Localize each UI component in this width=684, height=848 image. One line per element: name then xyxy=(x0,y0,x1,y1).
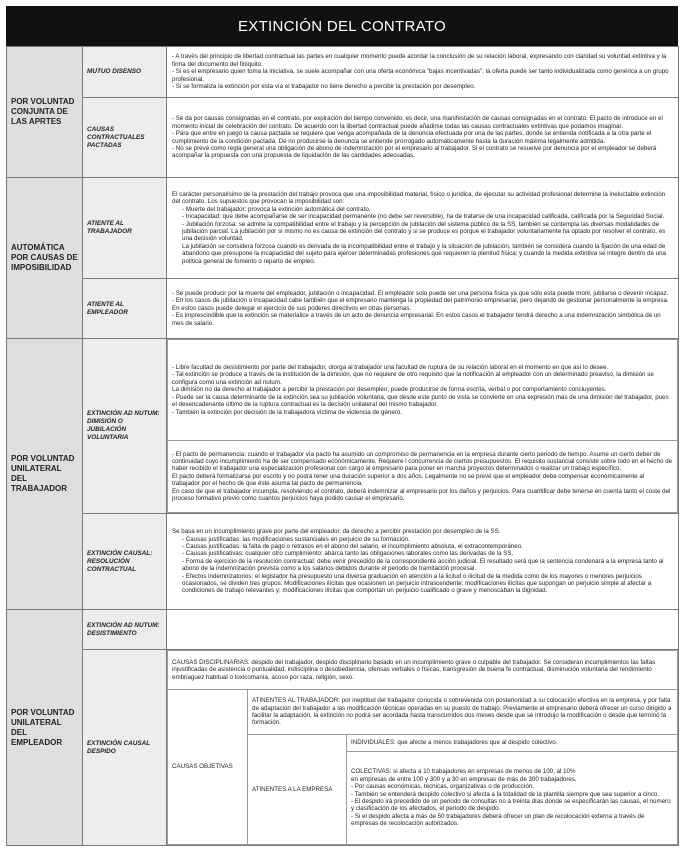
text-line: - Incapacidad: que debe acompañarse de ser incapacidad permanente (no debe ser reversible), ha de tratarse de una incapacidad calificada, calificada por la Seguridad Social. xyxy=(182,213,665,221)
individuales: INDIVIDUALES: que afecte a menos trabajadores que al despido colectivo. xyxy=(347,735,678,752)
subcategory-extincion-causal-despido: EXTINCIÓN CAUSAL DESPIDO xyxy=(83,650,167,846)
text-line: - A través del principio de libertad contractual las partes en cualquier momento puede acordar la conclusión de su relación laboral, expresando con claridad su voluntad extintiva y la firma del documento del finiquito. xyxy=(172,53,667,68)
text-line: - Si el despido afecta a más de 50 trabajadores deberá ofrecer un plan de recolocación externa a través de empresas de recolocación autorizados. xyxy=(351,812,645,828)
text-line: - También la extinción por decisión de la trabajadora víctima de violencia de género. xyxy=(172,408,402,416)
colectivas xyxy=(347,752,678,845)
contract-termination-table xyxy=(6,46,679,846)
permanencia-box xyxy=(168,441,678,513)
page-title: EXTINCIÓN DEL CONTRATO xyxy=(6,6,678,46)
subcategory-extincion-ad-nutum-dimision: EXTINCIÓN AD NUTUM: DIMISIÓN O JUBILACIÓN VOLUNTARIA xyxy=(83,339,167,514)
content-desistimiento xyxy=(167,610,679,650)
content-resolucion-contractual xyxy=(167,514,679,610)
text-line: - Forma de ejercicio de la resolución contractual: debe venir precedido de la correspondiente acción judicial. El resultado será que la sentencia condenará a la empresa tanto al abono de la indemnización prevista como a los salarios debidos durante el periodo de tramitación procesal. xyxy=(182,557,664,573)
permanencia-text xyxy=(168,441,678,513)
category-voluntad-empleador: POR VOLUNTAD UNILATERAL DEL EMPLEADOR xyxy=(7,610,83,846)
content-causas-pactadas xyxy=(167,98,679,178)
text-line: La jubilación se considera forzosa cuando es derivada de la incompatibilidad entre el trabajo y la situación de jubilación, también se considera cuando la fijación de una edad de abandono que presupone la incapacidad del sujeto para ejercer determinadas profesiones que requieren la plenitud física; y cuando la medida extintiva se integre dentro de una política general de fomento o reparto de empleo. xyxy=(182,242,666,265)
row-imposibilidad-trabajador xyxy=(7,178,679,279)
atinentes-empresa-label: ATINENTES A LA EMPRESA xyxy=(248,735,347,845)
content-dimision xyxy=(167,339,679,514)
category-imposibilidad: AUTOMÁTICA POR CAUSAS DE IMPOSIBILIDAD xyxy=(7,178,83,339)
row-resolucion-contractual xyxy=(7,514,679,610)
row-desistimiento xyxy=(7,610,679,650)
text-line: El pacto deberá formalizarse por escrito y no podrá tener una duración superior a dos años. Legalmente no se prevé que el empleador deba compensar económicamente al trabajador por el hecho de que éste asuma tal pacto de permanencia. xyxy=(172,472,645,488)
subcategory-atiente-trabajador: ATIENTE AL TRABAJADOR xyxy=(83,178,167,279)
causas-objetivas-label: CAUSAS OBJETIVAS xyxy=(168,690,248,845)
row-imposibilidad-empleador xyxy=(7,279,679,339)
despido-table xyxy=(167,650,678,845)
text-line: - También se entenderá despido colectivo si afecta a la totalidad de la plantilla siempre que sea superior a cinco. xyxy=(351,790,660,798)
dimision-boxes xyxy=(167,339,678,513)
atinentes-trabajador-row xyxy=(168,690,678,735)
text-line: - Si es el empresario quien toma la iniciativa, se suele acompañar con una oferta económica "bajas incentivadas", la oferta puede ser tanto individualizada como genérica a un grupo profesional. xyxy=(172,68,669,83)
category-voluntad-trabajador: POR VOLUNTAD UNILATERAL DEL TRABAJADOR xyxy=(7,339,83,610)
text-line: - En los casos de jubilación o incapacidad cabe también que el empresario mantenga la propiedad del patrimonio empresarial, pero dejando de gestionar personalmente la empresa. En estos casos puede delegar el ejercicio de sus poderes directivos en otras personas. xyxy=(172,297,669,312)
subcategory-extincion-ad-nutum-desistimiento: EXTINCIÓN AD NUTUM: DESISTIMIENTO xyxy=(83,610,167,650)
row-despido xyxy=(7,650,679,846)
text-line: en empresas de entre 100 y 300 y a 30 en empresas de más de 300 trabajadores. xyxy=(351,775,577,783)
subcategory-atiente-empleador: ATIENTE AL EMPLEADOR xyxy=(83,279,167,339)
text-line: - Muerte del trabajador: provoca la extinción automática del contrato. xyxy=(182,205,371,213)
text-line: - No se prevé como regla general una obligación de abono de indemnización por el empresario al trabajador. Si el contrato se resuelve por denuncia por el empleador se deberá acompañar la propuesta con una propuesta de liquidación de las cantidades adecuadas. xyxy=(172,144,657,160)
text-line: - Tal extinción se produce a través de la institución de la dimisión, que no requiere de otro requisito que la notificación al empleador con un determinado preaviso, la dimisión se configura como una extinción ad nutum. xyxy=(172,371,654,386)
text-line: - Si se formaliza la extinción por esta vía el trabajador no tiene derecho a percibir la prestación por desempleo. xyxy=(172,83,476,91)
text-line: - Por causas económicas, técnicas, organizativas o de producción. xyxy=(351,783,534,791)
text-line: Se basa en un incumplimiento grave por parte del empleador, da derecho a percibir prestación por desempleo de la SS. xyxy=(172,528,501,536)
text-line: - Causas justificadas: la falta de pago o retrasos en el abono del salario, el incumplimiento absoluta, el extracontemporáneo. xyxy=(182,542,523,550)
text-line: - Es imprescindible que la extinción se materialice a través de un acto de denuncia empresarial. En estos casos el trabajador tendrá derecho a una indemnización simbólica de un mes de salario. xyxy=(172,312,661,327)
causas-disciplinarias: CAUSAS DISCIPLINARIAS: despido del trabajador, despido disciplinario basado en un incumplimiento grave o culpable del trabajador. Se consideran incumplimientos las faltas injustificadas de asistencia o puntualidad, indisciplina o desobediencia, ofensas verbales o físicas, transgresión de buena fe contractual, disminución voluntaria del rendimiento embriaguez habitual o toxicomanía, acoso por raza, religión, sexo. xyxy=(168,651,678,690)
dimision-text xyxy=(168,340,678,441)
row-mutuo-disenso xyxy=(7,47,679,98)
text-line: - Jubilación forzosa: se admite la compatibilidad entre el trabajo y la percepción de jubilación del sistema público de la SS, también se contempla las diversas modalidades de jubilación parcial. La jubilación por sí mismo no es causa de extinción del contrato y si se produce es porque el trabajador voluntariamente ha optado por resolver el contrato, es una decisión voluntad. xyxy=(182,220,666,243)
text-line: - Se da por causas consignadas en el contrato, por expiración del tiempo convenido, es decir, una manifestación de causas consignadas en el contrato. El pacto de introduce en el momento inicial de celebración del contrato. De acuerdo con la libertad contractual puede añadirse todas las causas contractuales extintivas que podamos imaginar. xyxy=(172,115,663,130)
dimision-box xyxy=(168,340,678,441)
text-line: En caso de que el trabajador incumpla, resolviendo el contrato, deberá indemnizar al empresario por los daños y perjuicios. Para cuantificar debe tenerse en cuenta tanto el coste del proceso formativo previo como cuantos perjuicios haya podido causar el empresario. xyxy=(172,487,671,503)
text-line: - Puede ser la causa determinante de la extinción sea su jubilación voluntaria, que desde este punto de vista se convierte en una expresión más de una dimisión del trabajador, pues el desencadenante último de la ruptura contractual es la decisión unilateral del mismo trabajador. xyxy=(172,393,669,409)
subcategory-extincion-causal-resolucion: EXTINCIÓN CAUSAL: RESOLUCIÓN CONTRACTUAL xyxy=(83,514,167,610)
subcategory-mutuo-disenso: MUTUO DISENSO xyxy=(83,47,167,98)
subcategory-causas-pactadas: CAUSAS CONTRACTUALES PACTADAS xyxy=(83,98,167,178)
text-line: El carácter personalísimo de la prestación del trabajo provoca que una imposibilidad material, físico o jurídica, de ejecutar su actividad profesional determine la ineluctable extinción del contrato. Los supuestos que provocan la imposibilidad son: xyxy=(172,190,666,206)
content-atiente-empleador xyxy=(167,279,679,339)
text-line: - Para que entre en juego la causa pactada se requiere que venga acompañada de la denuncia efectuada por una de las partes, donde se entienda notificada a la otra parte el cumplimiento de la condición pactada. De no producirse la denuncia se entiende prorrogado automáticamente hasta la duración máxima legalmente admitida. xyxy=(172,130,652,145)
content-atiente-trabajador xyxy=(167,178,679,279)
text-line: - Causas justificadas: las modificaciones sustanciales en perjuicio de su formación. xyxy=(182,535,410,543)
atinentes-trabajador: ATINENTES AL TRABAJADOR: por ineptitud del trabajador conocida o sobrevenida con posterioridad a su colocación efectiva en la empresa, y por falta de adaptación del trabajador a las modificación técnicas operadas en su puesto de trabajo. Previamente el empresario deberá ofrecer un curso dirigido a facilitar la adaptación, la extinción no podrá ser acordada hasta transcurridos dos meses desde que se introdujo la modificación o desde que terminó la formación. xyxy=(248,690,678,735)
content-despido xyxy=(167,650,679,846)
row-causas-pactadas xyxy=(7,98,679,178)
row-dimision xyxy=(7,339,679,514)
text-line: - El despido irá precedido de un periodo de consultas no a treinta días donde se especificarán las causas, el número y clasificación de los afectados, el periodo de despido. xyxy=(351,798,671,813)
text-line: - Se puede producir por la muerte del empleador, jubilación o incapacidad. El empleador solo puede ser una persona física ya que sólo esta puede morir, jubilarse o devenir incapaz. xyxy=(172,289,669,297)
disciplinarias-row xyxy=(168,651,678,690)
text-line: - Causas justificativas: cualquier otro cumplimiento: abarca tanto las obligaciones laborales como las derivadas de la SS. xyxy=(182,550,514,558)
text-line: COLECTIVAS: si afecta a 10 trabajadores en empresas de menos de 100, al 10% xyxy=(351,768,576,776)
text-line: - El pacto de permanencia: cuando el trabajador vía pacto ha asumido un compromiso de permanencia en la empresa durante cierto periodo de tiempo. Asume un cierto deber de continuidad cuyo incumplimiento ha de ser compensado económicamente. Requiere l concurrencia de ciertos presupuestos. El requisito sustancial consiste sobre todo en el hecho de haber recibido el trabajador una especialización profesional con cargo al empresario para poner en marcha proyectos determinados o realizar un trabajo específico. xyxy=(172,450,673,473)
text-line: - Libre facultad de desistimiento por parte del trabajador, otorga al trabajador una facultad de ruptura de su relación laboral en el momento en que así lo desee. xyxy=(172,364,609,372)
text-line: La dimisión no da derecho al trabajador a percibir la prestación por desempleo; puede producirse de forma escrita, verbal o por comportamiento concluyentes. xyxy=(172,386,607,394)
category-voluntad-conjunta: POR VOLUNTAD CONJUNTA DE LAS APRTES xyxy=(7,47,83,178)
content-mutuo-disenso xyxy=(167,47,679,98)
text-line: - Efectos indemnizatorios: el legislador ha presupuesto una diversa graduación en atención a la licitud o ilicitud de la medida como de los mayores o menores perjuicios ocasionados, se dividen tres grupos: Modificaciones ilícitas que ocasionen un perjuicio intrascendente; modificaciones ilícitas que supongan un perjuicio simple al afectar a condiciones de trabajo relevantes y; modificaciones ilícitas que comportan un perjuicio cualificado o grave y menoscaban la dignidad. xyxy=(182,572,652,595)
